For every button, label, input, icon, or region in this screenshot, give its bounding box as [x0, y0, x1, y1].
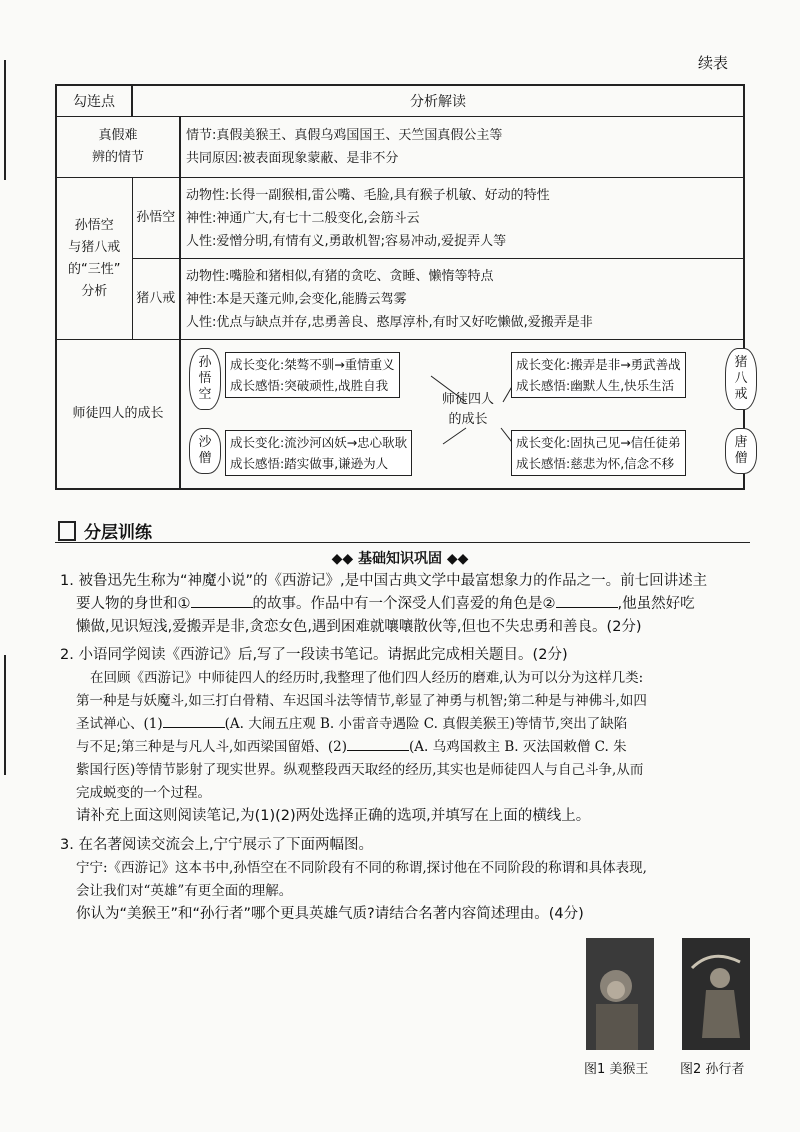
answer-blank-1[interactable]: [191, 593, 253, 608]
row-label-fake-plots: 真假难 辨的情节: [56, 117, 180, 178]
question-2: 2. 小语同学阅读《西游记》后,写了一段读书笔记。请据此完成相关题目。(2分) 在回顾《西游记》中师徒四人的经历时,我整理了他们四人经历的磨难,认为可以分为这样几类: 第一种是与妖魔斗,如三打白骨精、车迟国斗法等情节,彰显了神勇与机智;第二种是与神佛斗,如四 圣试禅心、(1) (A. 大闹五庄观 B. 小雷音寺遇险 C. 真假美猴王)等情节,突出了缺陷 与不足;第三种是与凡人斗,如西梁国留婚、(2) (A. 乌鸡国救主 B. 灭法国敕僧 C. 朱 紫国行医)等情节影射了现实世界。纵观整段西天取经的经历,其实也是师徒四人与自己斗争,从而 完成蜕变的一个过程。 请补充上面这则阅读笔记,为(1)(2)两处选择正确的选项,并填写在上面的横线上。: [60, 647, 647, 824]
question-1: 1. 被鲁迅先生称为“神魔小说”的《西游记》,是中国古典文学中最富想象力的作品之一。前七回讲述主 要人物的身世和① 的故事。作品中有一个深受人们喜爱的角色是② ,他虽然好吃 懒做,见识短浅,爱搬弄是非,贪恋女色,遇到困难就嚷嚷散伙等,但也不失忠勇和善良。(2分): [60, 573, 708, 635]
shaseng-label: 沙 僧: [189, 428, 221, 474]
sun-natures: 动物性:长得一副猴相,雷公嘴、毛脸,具有猴子机敏、好动的特性 神性:神通广大,有七十二般变化,会筋斗云 人性:爱憎分明,有情有义,勇敢机智;容易冲动,爱捉弄人等: [180, 178, 744, 259]
monkey-king-silhouette: [586, 938, 654, 1050]
subsection-title: ◆◆ 基础知识巩固 ◆◆: [331, 551, 469, 567]
shaseng-box: 成长变化:流沙河凶妖→忠心耿耿 成长感悟:踏实做事,谦逊为人: [225, 430, 412, 476]
row-content-fake-plots: 情节:真假美猴王、真假乌鸡国国王、天竺国真假公主等 共同原因:被表面现象蒙蔽、是非不分: [180, 117, 744, 178]
row-label-growth: 师徒四人的成长: [56, 340, 180, 490]
figure-1-caption: 图1 美猴王: [584, 1062, 649, 1077]
row-label-three-natures: 孙悟空 与猪八戒 的“三性” 分析: [56, 178, 132, 340]
sub-label-sun: 孙悟空: [132, 178, 180, 259]
analysis-table: [55, 84, 748, 490]
bajie-box: 成长变化:搬弄是非→勇武善战 成长感悟:幽默人生,快乐生活: [511, 352, 686, 398]
binding-mark: [4, 60, 6, 180]
figure-2-caption: 图2 孙行者: [680, 1062, 745, 1077]
col-header-point: 勾连点: [56, 85, 132, 117]
section-title: 分层训练: [84, 523, 152, 543]
answer-blank-q2-2[interactable]: [347, 736, 409, 751]
tangseng-box: 成长变化:固执己见→信任徒弟 成长感悟:慈悲为怀,信念不移: [511, 430, 686, 476]
question-3: 3. 在名著阅读交流会上,宁宁展示了下面两幅图。 宁宁:《西游记》这本书中,孙悟空在不同阶段有不同的称谓,探讨他在不同阶段的称谓和具体表现, 会让我们对“英雄”有更全面的理解。 你认为“美猴王”和“孙行者”哪个更具英雄气质?请结合名著内容简述理由。(4分): [60, 837, 647, 922]
answer-blank-q2-1[interactable]: [163, 713, 225, 728]
continued-label: 续表: [697, 54, 728, 72]
figure-1-image: [586, 938, 654, 1050]
growth-center-label: 师徒四人 的成长: [441, 392, 494, 427]
answer-blank-2[interactable]: [556, 593, 618, 608]
wukong-box: 成长变化:桀骜不驯→重情重义 成长感悟:突破顽性,战胜自我: [225, 352, 400, 398]
sun-xingzhe-silhouette: [682, 938, 750, 1050]
col-header-analysis: 分析解读: [132, 85, 744, 117]
bajie-label: 猪 八 戒: [725, 348, 757, 410]
zhu-natures: 动物性:嘴脸和猪相似,有猪的贪吃、贪睡、懒惰等特点 神性:本是天蓬元帅,会变化,能腾云驾雾 人性:优点与缺点并存,忠勇善良、憨厚淳朴,有时又好吃懒做,爱搬弄是非: [180, 259, 744, 340]
growth-diagram: [180, 340, 748, 490]
pencil-note-icon: [58, 521, 76, 541]
figure-2-image: [682, 938, 750, 1050]
tangseng-label: 唐 僧: [725, 428, 757, 474]
binding-mark: [4, 655, 6, 775]
section-header: [58, 518, 152, 543]
sub-label-zhu: 猪八戒: [132, 259, 180, 340]
section-rule: [55, 542, 750, 543]
wukong-label: 孙 悟 空: [189, 348, 221, 410]
